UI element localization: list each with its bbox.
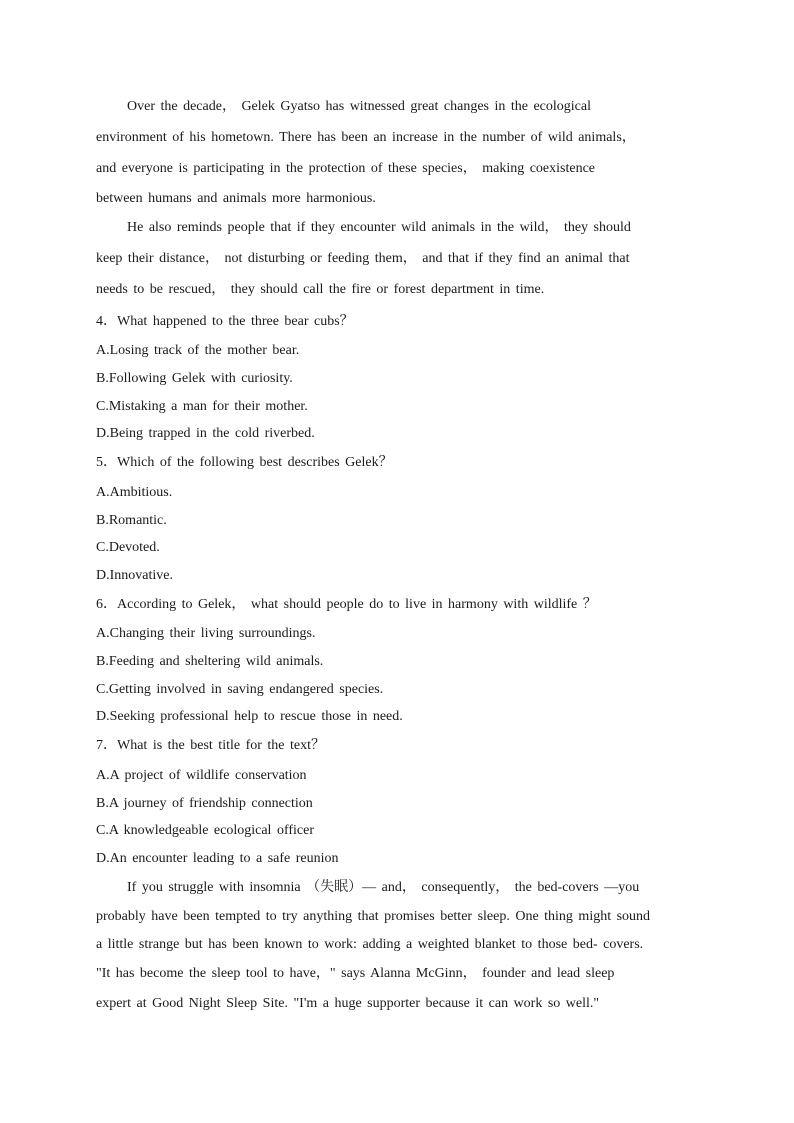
question-4-option-c: C.Mistaking a man for their mother.: [96, 399, 308, 414]
passage2-line: "It has become the sleep tool to have，" says Alanna McGinn， founder and lead sleep: [96, 966, 615, 981]
question-4-stem: 4．What happened to the three bear cubs？: [96, 314, 354, 329]
question-6-option-b: B.Feeding and sheltering wild animals.: [96, 654, 324, 669]
passage1-para1-line: and everyone is participating in the protection of these species， making coexistence: [96, 161, 596, 176]
passage1-para2-line: He also reminds people that if they encounter wild animals in the wild， they should: [127, 220, 631, 235]
question-5-option-d: D.Innovative.: [96, 568, 173, 583]
passage1-para1-line: between humans and animals more harmonious.: [96, 191, 376, 206]
passage2-line: expert at Good Night Sleep Site. "I'm a huge supporter because it can work so well.": [96, 996, 600, 1011]
question-5-option-b: B.Romantic.: [96, 513, 167, 528]
passage2-line: a little strange but has been known to work: adding a weighted blanket to those bed- covers.: [96, 937, 644, 952]
question-4-option-b: B.Following Gelek with curiosity.: [96, 371, 293, 386]
question-7-option-d: D.An encounter leading to a safe reunion: [96, 851, 339, 866]
question-6-option-a: A.Changing their living surroundings.: [96, 626, 316, 641]
passage2-line: If you struggle with insomnia （失眠）— and， consequently， the bed-covers —you: [127, 880, 640, 895]
passage2-line: probably have been tempted to try anything that promises better sleep. One thing might sound: [96, 909, 651, 924]
question-6-option-d: D.Seeking professional help to rescue those in need.: [96, 709, 403, 724]
question-5-stem: 5．Which of the following best describes Gelek？: [96, 455, 393, 470]
passage1-para2-line: keep their distance， not disturbing or feeding them， and that if they find an animal that: [96, 251, 630, 266]
question-7-option-c: C.A knowledgeable ecological officer: [96, 823, 314, 838]
question-6-option-c: C.Getting involved in saving endangered species.: [96, 682, 384, 697]
passage1-para2-line: needs to be rescued， they should call the fire or forest department in time.: [96, 282, 545, 297]
question-4-option-d: D.Being trapped in the cold riverbed.: [96, 426, 315, 441]
passage1-para1-line: Over the decade， Gelek Gyatso has witnessed great changes in the ecological: [127, 99, 591, 114]
question-6-stem: 6．According to Gelek， what should people do to live in harmony with wildlife ？: [96, 597, 597, 612]
question-7-stem: 7．What is the best title for the text？: [96, 738, 326, 753]
question-7-option-b: B.A journey of friendship connection: [96, 796, 313, 811]
question-7-option-a: A.A project of wildlife conservation: [96, 768, 307, 783]
question-5-option-a: A.Ambitious.: [96, 485, 173, 500]
passage1-para1-line: environment of his hometown. There has been an increase in the number of wild animals，: [96, 130, 636, 145]
question-4-option-a: A.Losing track of the mother bear.: [96, 343, 300, 358]
question-5-option-c: C.Devoted.: [96, 540, 160, 555]
